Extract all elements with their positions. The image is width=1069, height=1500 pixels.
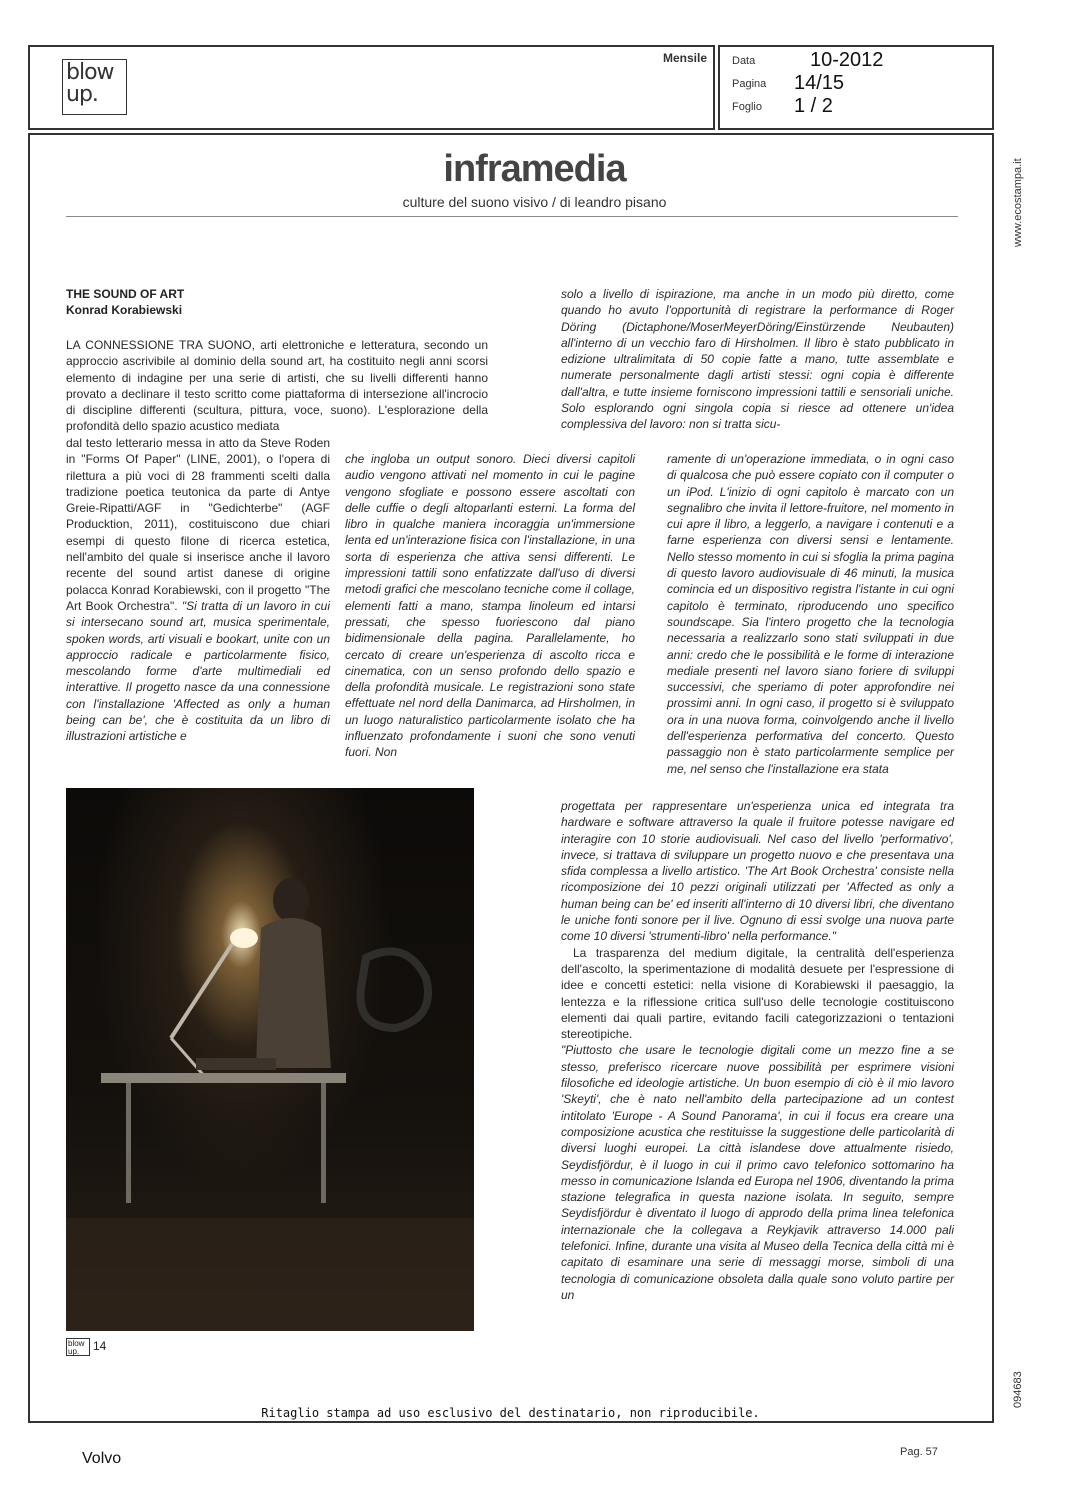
article-headline xyxy=(66,286,184,318)
footer-logo-icon: blow up. xyxy=(66,1338,90,1356)
side-url: www.ecostampa.it xyxy=(1012,158,1024,247)
column-1 xyxy=(66,435,330,745)
client-name: Volvo xyxy=(82,1450,122,1467)
header-meta-box xyxy=(718,45,994,130)
logo-text-bottom: up. xyxy=(66,82,98,107)
magazine-page-number: 14 xyxy=(93,1339,107,1353)
column-title: inframedia xyxy=(443,148,626,190)
column-2: che ingloba un output sonoro. Dieci diversi capitoli audio vengono attivati nel momento in cui le pagine vengono sfogliate e possono essere ascoltati con delle cuffie o degli altoparlanti esterni. La forma del libro in qualche maniera incoraggia un'immersione lenta ed un'interazione fisica con l'installazione, in una sorta di esperienza che attiva sensi differenti. Le impressioni tattili sono enfatizzate dall'uso di diversi metodi grafici che mescolano tecniche come il collage, elementi fatti a mano, stampa linoleum ed intarsi pressati, che spesso fuoriescono dal piano bidimensionale della pagina. Parallelamente, ho cercato di creare un'esperienza di ascolto ricca e cinematica, con un senso profondo dello spazio e della profondità musicale. Le registrazioni sono state effettuate nel nord della Danimarca, ad Hirsholmen, in un luogo naturalistico particolarmente isolato che ha influenzato profondamente i suoni che sono venuti fuori. Non xyxy=(345,452,635,760)
headline-author: Konrad Korabiewski xyxy=(66,303,183,317)
date-label: Data xyxy=(732,55,756,67)
photo-illustration xyxy=(66,788,474,1331)
frequency-label: Mensile xyxy=(662,51,707,65)
page-label: Pagina xyxy=(732,78,767,90)
blurred-shape xyxy=(360,951,428,1028)
date-value: 10-2012 xyxy=(810,49,884,71)
intro-paragraph: LA CONNESSIONE TRA SUONO, arti elettroniche e letteratura, secondo un approccio ascrivibile al dominio della sound art, ha costituito negli anni scorsi elemento di indagine per una serie di artisti, che su livelli differenti hanno provato a declinare il testo scritto come piattaforma di intersezione all'incrocio di discipline differenti (scultura, pittura, voce, suono). L'esplorazione della profondità dello spazio acustico mediata xyxy=(66,338,488,434)
column-3-lower xyxy=(561,798,954,1303)
sheet-value: 1 / 2 xyxy=(794,95,833,117)
floor-shadow xyxy=(66,1218,474,1331)
header-masthead-box xyxy=(28,45,715,130)
side-code: 094683 xyxy=(1012,1371,1024,1408)
quote-2: "Piuttosto che usare le tecnologie digitali come un mezzo fine a se stesso, preferisco ricercare nuove possibilità per esprimere visioni filosofiche ed ideologie artistiche. Un buon esempio di ciò è il mio lavoro 'Skeyti', che è nato nell'ambito della partecipazione ad un contest intitolato 'Europe - A Sound Panorama', in cui il focus era creare una composizione acustica che restituisse la suggestione delle particolarità di diversi luoghi europei. La città islandese dove attualmente risiedo, Seydisfjördur, è il luogo in cui il primo cavo telefonico sottomarino ha messo in comunicazione Islanda ed Europa nel 1906, diventando la prima stazione telegrafica in questa nazione isolata. In seguito, sempre Seydisfjördur è diventato il luogo di approdo della prima linea telefonica internazionale che la collegava a Reykjavik attraverso 14.000 pali telefonici. Infine, durante una visita al Museo della Tecnica della città mi è capitato di esaminare una serie di messaggi morse, simboli di una tecnologia di comunicazione obsoleta dalla quale sono voluto partire per un xyxy=(561,1043,954,1302)
logo-text-top: blow xyxy=(66,60,114,85)
column-3-middle: ramente di un'operazione immediata, o in ogni caso di qualcosa che può essere copiato con il computer o un iPod. L'inizio di ogni capitolo è marcato con un segnalibro che invita il lettore-fruitore, nel momento in cui apre il libro, a leggerlo, a navigare i contenuti e a farne esperienza con diversi sensi e lentamente. Nello stesso momento in cui si sfoglia la prima pagina di questo lavoro audiovisuale di 46 minuti, la musica comincia ed un dispositivo registra l'istante in cui ogni capitolo è terminato, riproducendo uno specifico soundscape. Sia l'intero progetto che la tecnologia necessaria a realizzarlo sono stati sviluppati in due anni: credo che le possibilità e le forme di interazione mediale presenti nel lavoro siano foriere di sviluppi successivi, che speriamo di poter approfondire nei prossimi anni. In ogni caso, il progetto si è sviluppato ora in una nuova forma, coinvolgendo anche il livello dell'esperienza performativa del concerto. Questo passaggio non è stato particolarmente semplice per me, nel senso che l'installazione era stata xyxy=(667,452,954,776)
performance-photo xyxy=(66,788,474,1331)
column-subtitle: culture del suono visivo / di leandro pisano xyxy=(402,194,667,210)
paragraph-2: La trasparenza del medium digitale, la centralità dell'esperienza dell'ascolto, la sperimentazione di modalità desuete per l'espressione di idee e concetti estetici: nella visione di Korabiewski il paesaggio, la lentezza e la riflessione critica sull'uso delle tecnologie costituiscono elementi dai quali partire, evitando facili categorizzazioni o tentazioni stereotipiche. xyxy=(561,945,954,1042)
column-1-quote: "Si tratta di un lavoro in cui si intersecano sound art, musica sperimentale, spoken words, arti visuali e bookart, unite con un approccio radicale e particolarmente fisico, mescolando forme d'arte multimediali ed interattive. Il progetto nasce da una connessione con l'installazione 'Affected as only a human being can be', che è costituita da un libro di illustrazioni artistiche e xyxy=(66,598,330,744)
page-value: 14/15 xyxy=(794,72,845,94)
column-1-text: dal testo letterario messa in atto da Steve Roden in "Forms Of Paper" (LINE, 2001), o l'opera di rilettura a più voci di 28 frammenti scelti dalla tradizione poetica teutonica da parte di Antye Greie-Ripatti/AGF in "Gedichterbe" (AGF Producktion, 2011), costituiscono due chiari esempi di questo filone di ricerca estetica, nell'ambito del quale si inserisce anche il lavoro recente del sound artist danese di origine polacca Konrad Korabiewski, con il progetto "The Art Book Orchestra". xyxy=(66,436,330,613)
table xyxy=(101,1058,346,1203)
performer-silhouette xyxy=(256,878,331,1068)
title-divider xyxy=(66,216,958,217)
sheet-label: Foglio xyxy=(732,101,762,113)
clipping-notice: Ritaglio stampa ad uso esclusivo del destinatario, non riproducibile. xyxy=(261,1406,760,1420)
headline-text: THE SOUND OF ART xyxy=(66,287,185,301)
quote-continuation: progettata per rappresentare un'esperienza unica ed integrata tra hardware e software attraverso la quale il fruitore potesse navigare ed interagire con 10 storie audiovisuali. Nel caso del livello 'performativo', invece, si trattava di sviluppare un progetto nuovo e che presentava una sfida complessa a livello artistico. 'The Art Book Orchestra' consiste nella ricomposizione dei 10 pezzi originali utilizzati per 'Affected as only a human being can be' ed inseriti all'interno di 10 diversi libri, che diventano le uniche fonti sonore per il live. Ognuno di essi svolge una nuova parte come 10 diversi 'strumenti-libro' nella performance." xyxy=(561,799,954,944)
desk-lamp xyxy=(171,928,258,1078)
blowup-logo xyxy=(62,59,127,115)
press-page-number: Pag. 57 xyxy=(900,1446,938,1458)
column-3-top: solo a livello di ispirazione, ma anche in un modo più diretto, come quando ho avuto l'opportunità di registrare la performance di Roger Döring (Dictaphone/MoserMeyerDöring/Einstürzende Neubauten) all'interno di un vecchio faro di Hirsholmen. Il libro è stato pubblicato in edizione ultralimitata di 50 copie fatte a mano, tutte assemblate e numerate personalmente dagli artisti stessi: ogni copia è differente dall'altra, e tutte insieme forniscono impressioni tattili e sensoriali uniche. Solo esplorando ogni singola copia si riesce ad ottenere un'idea complessiva del lavoro: non si tratta sicu- xyxy=(561,287,954,432)
